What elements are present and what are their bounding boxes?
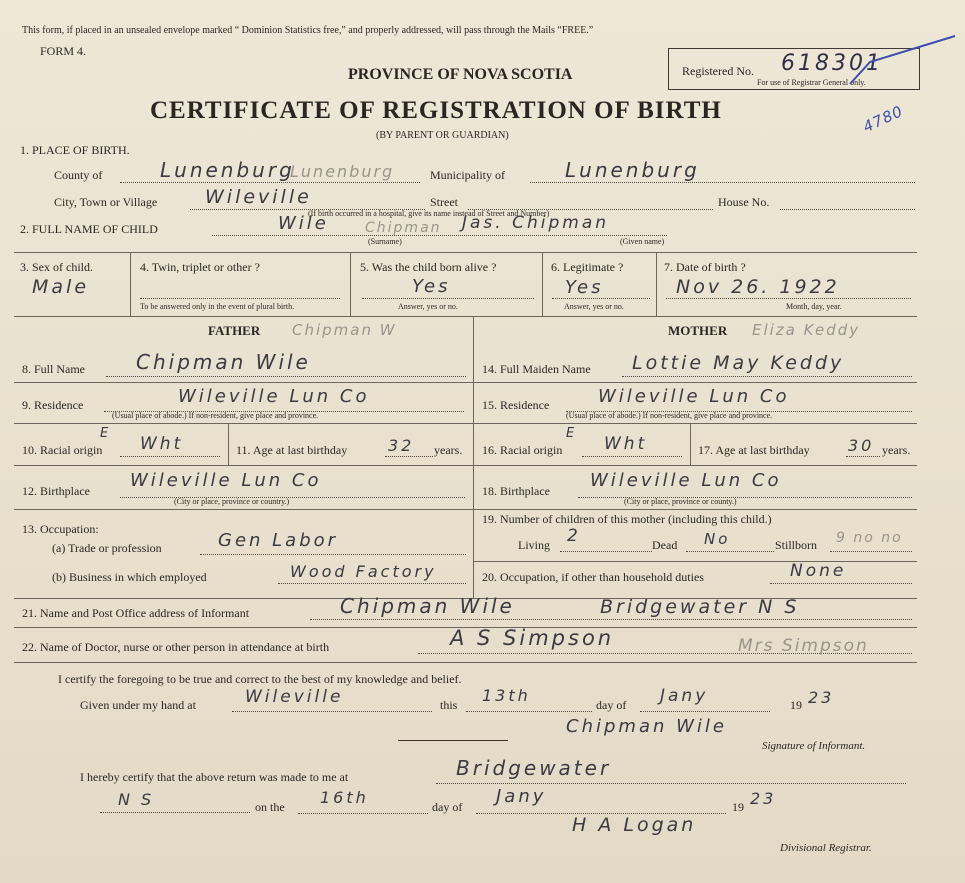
- father-name-label: 8. Full Name: [22, 362, 85, 376]
- form-number: FORM 4.: [40, 44, 87, 58]
- father-age-label: 11. Age at last birthday: [236, 443, 348, 457]
- father-birthplace-note: (City or place, province or country.): [174, 497, 290, 506]
- certificate-title: CERTIFICATE OF REGISTRATION OF BIRTH: [150, 97, 722, 124]
- occupation-label: 13. Occupation:: [22, 522, 99, 536]
- mother-age-label: 17. Age at last birthday: [698, 443, 810, 457]
- given-caption: (Given name): [620, 237, 665, 246]
- day-of-label: day of: [596, 698, 627, 712]
- mother-heading: MOTHER: [668, 323, 728, 338]
- child-name-label: 2. FULL NAME OF CHILD: [20, 222, 158, 236]
- child-surname: Wile: [278, 213, 329, 234]
- legitimate-note: Answer, yes or no.: [564, 302, 624, 311]
- business-value: Wood Factory: [290, 562, 437, 581]
- father-name-value: Chipman Wile: [136, 350, 311, 374]
- registrar-place-2: N S: [118, 790, 155, 809]
- sex-label: 3. Sex of child.: [20, 260, 93, 274]
- surname-caption: (Surname): [368, 237, 402, 246]
- mother-occupation-value: None: [790, 561, 847, 581]
- county-value: Lunenburg: [160, 158, 295, 182]
- registrar-day-of: day of: [432, 800, 463, 814]
- father-age-value: 32: [388, 436, 415, 455]
- mother-birthplace-note: (City or place, province or county.): [624, 497, 737, 506]
- informant-value: Chipman Wile: [340, 594, 515, 618]
- certify-text: I certify the foregoing to be true and correct to the best of my knowledge and belief.: [58, 672, 462, 686]
- municipality-value: Lunenburg: [565, 158, 700, 182]
- living-value: 2: [567, 526, 581, 546]
- registered-label: Registered No.: [682, 64, 754, 78]
- county-pencil: Lunenburg: [290, 162, 395, 181]
- city-value: Wileville: [205, 186, 312, 208]
- father-years: years.: [434, 443, 463, 457]
- mother-name-label: 14. Full Maiden Name: [482, 362, 591, 376]
- margin-note: 4780: [860, 101, 907, 137]
- mother-residence-label: 15. Residence: [482, 398, 550, 412]
- house-label: House No.: [718, 195, 770, 209]
- father-birthplace-label: 12. Birthplace: [22, 484, 90, 498]
- given-place: Wileville: [245, 687, 344, 707]
- stillborn-label: Stillborn: [775, 538, 818, 552]
- father-residence-label: 9. Residence: [22, 398, 84, 412]
- father-birthplace-value: Wileville Lun Co: [130, 470, 322, 491]
- municipality-label: Municipality of: [430, 168, 505, 182]
- children-count-label: 19. Number of children of this mother (including this child.): [482, 512, 772, 526]
- informant-label: 21. Name and Post Office address of Informant: [22, 606, 250, 620]
- informant-signature-label: Signature of Informant.: [762, 740, 866, 752]
- registrar-place: Bridgewater: [456, 756, 612, 780]
- registrar-day: 16th: [320, 788, 369, 807]
- registrar-signature-label: Divisional Registrar.: [780, 842, 872, 854]
- certificate-subtitle: (BY PARENT OR GUARDIAN): [376, 130, 509, 141]
- mother-years: years.: [882, 443, 911, 457]
- registrar-text: I hereby certify that the above return was made to me at: [80, 770, 349, 784]
- registrar-month: Jany: [496, 786, 547, 807]
- mother-birthplace-value: Wileville Lun Co: [590, 470, 782, 491]
- father-race-mark: E: [100, 426, 112, 441]
- mother-race-label: 16. Racial origin: [482, 443, 563, 457]
- registrar-signature: H A Logan: [572, 814, 697, 836]
- living-label: Living: [518, 538, 550, 552]
- registrar-year: 23: [750, 789, 777, 808]
- dob-note: Month, day, year.: [786, 302, 842, 311]
- this-label: this: [440, 698, 458, 712]
- sex-value: Male: [32, 276, 90, 298]
- informant-address: Bridgewater N S: [600, 596, 800, 618]
- dob-value: Nov 26. 1922: [676, 276, 840, 298]
- legitimate-value: Yes: [565, 277, 604, 298]
- place-of-birth-label: 1. PLACE OF BIRTH.: [20, 143, 130, 157]
- mother-age-value: 30: [848, 436, 875, 455]
- alive-value: Yes: [412, 276, 451, 297]
- mother-race-mark: E: [566, 426, 578, 441]
- city-label: City, Town or Village: [54, 195, 158, 209]
- twin-label: 4. Twin, triplet or other ?: [140, 260, 260, 274]
- dead-label: Dead: [652, 538, 678, 552]
- doctor-value: A S Simpson: [450, 626, 615, 650]
- father-race-value: Wht: [140, 434, 184, 454]
- mother-occupation-label: 20. Occupation, if other than household duties: [482, 570, 704, 584]
- business-label: (b) Business in which employed: [52, 570, 207, 584]
- mother-residence-value: Wileville Lun Co: [598, 386, 790, 407]
- mother-residence-note: (Usual place of abode.) If non-resident, give place and province.: [566, 411, 773, 420]
- province-heading: PROVINCE OF NOVA SCOTIA: [348, 66, 573, 83]
- mother-race-value: Wht: [604, 434, 648, 454]
- father-residence-value: Wileville Lun Co: [178, 386, 370, 407]
- doctor-pencil: Mrs Simpson: [738, 636, 869, 656]
- registrar-year-prefix: 19: [732, 800, 744, 814]
- child-surname-pencil: Chipman: [365, 220, 442, 236]
- mail-notice: This form, if placed in an unsealed envelope marked “ Dominion Statistics free,” and properly addressed, will pass through the Mails “FREE.”: [22, 25, 594, 36]
- registered-number: 618301: [781, 51, 883, 76]
- hospital-note: (If birth occurred in a hospital, give its name instead of Street and Number): [308, 209, 550, 218]
- father-heading-pencil: Chipman W: [292, 321, 397, 339]
- county-label: County of: [54, 168, 103, 182]
- certify-year: 23: [808, 688, 835, 707]
- street-label: Street: [430, 195, 458, 209]
- stillborn-pencil: 9 no no: [836, 530, 903, 546]
- registrar-note: For use of Registrar General only.: [757, 78, 866, 87]
- registrar-on-the: on the: [255, 800, 285, 814]
- child-given-name: Jas. Chipman: [462, 213, 610, 233]
- check-mark-icon: [830, 32, 960, 102]
- mother-heading-pencil: Eliza Keddy: [752, 321, 861, 339]
- informant-signature: Chipman Wile: [566, 716, 727, 737]
- given-under-label: Given under my hand at: [80, 698, 196, 712]
- alive-label: 5. Was the child born alive ?: [360, 260, 497, 274]
- mother-name-value: Lottie May Keddy: [632, 352, 845, 374]
- dead-value: No: [704, 530, 731, 548]
- certify-year-prefix: 19: [790, 698, 802, 712]
- this-day: 13th: [482, 686, 531, 705]
- dob-label: 7. Date of birth ?: [664, 260, 746, 274]
- father-heading: FATHER: [208, 323, 261, 338]
- father-residence-note: (Usual place of abode.) If non-resident, give place and province.: [112, 411, 319, 420]
- alive-note: Answer, yes or no.: [398, 302, 458, 311]
- trade-label: (a) Trade or profession: [52, 541, 162, 555]
- mother-birthplace-label: 18. Birthplace: [482, 484, 550, 498]
- certify-month: Jany: [660, 686, 709, 706]
- doctor-label: 22. Name of Doctor, nurse or other person in attendance at birth: [22, 640, 330, 654]
- twin-note: To be answered only in the event of plural birth.: [140, 302, 295, 311]
- legitimate-label: 6. Legitimate ?: [551, 260, 624, 274]
- trade-value: Gen Labor: [218, 530, 339, 551]
- father-race-label: 10. Racial origin: [22, 443, 103, 457]
